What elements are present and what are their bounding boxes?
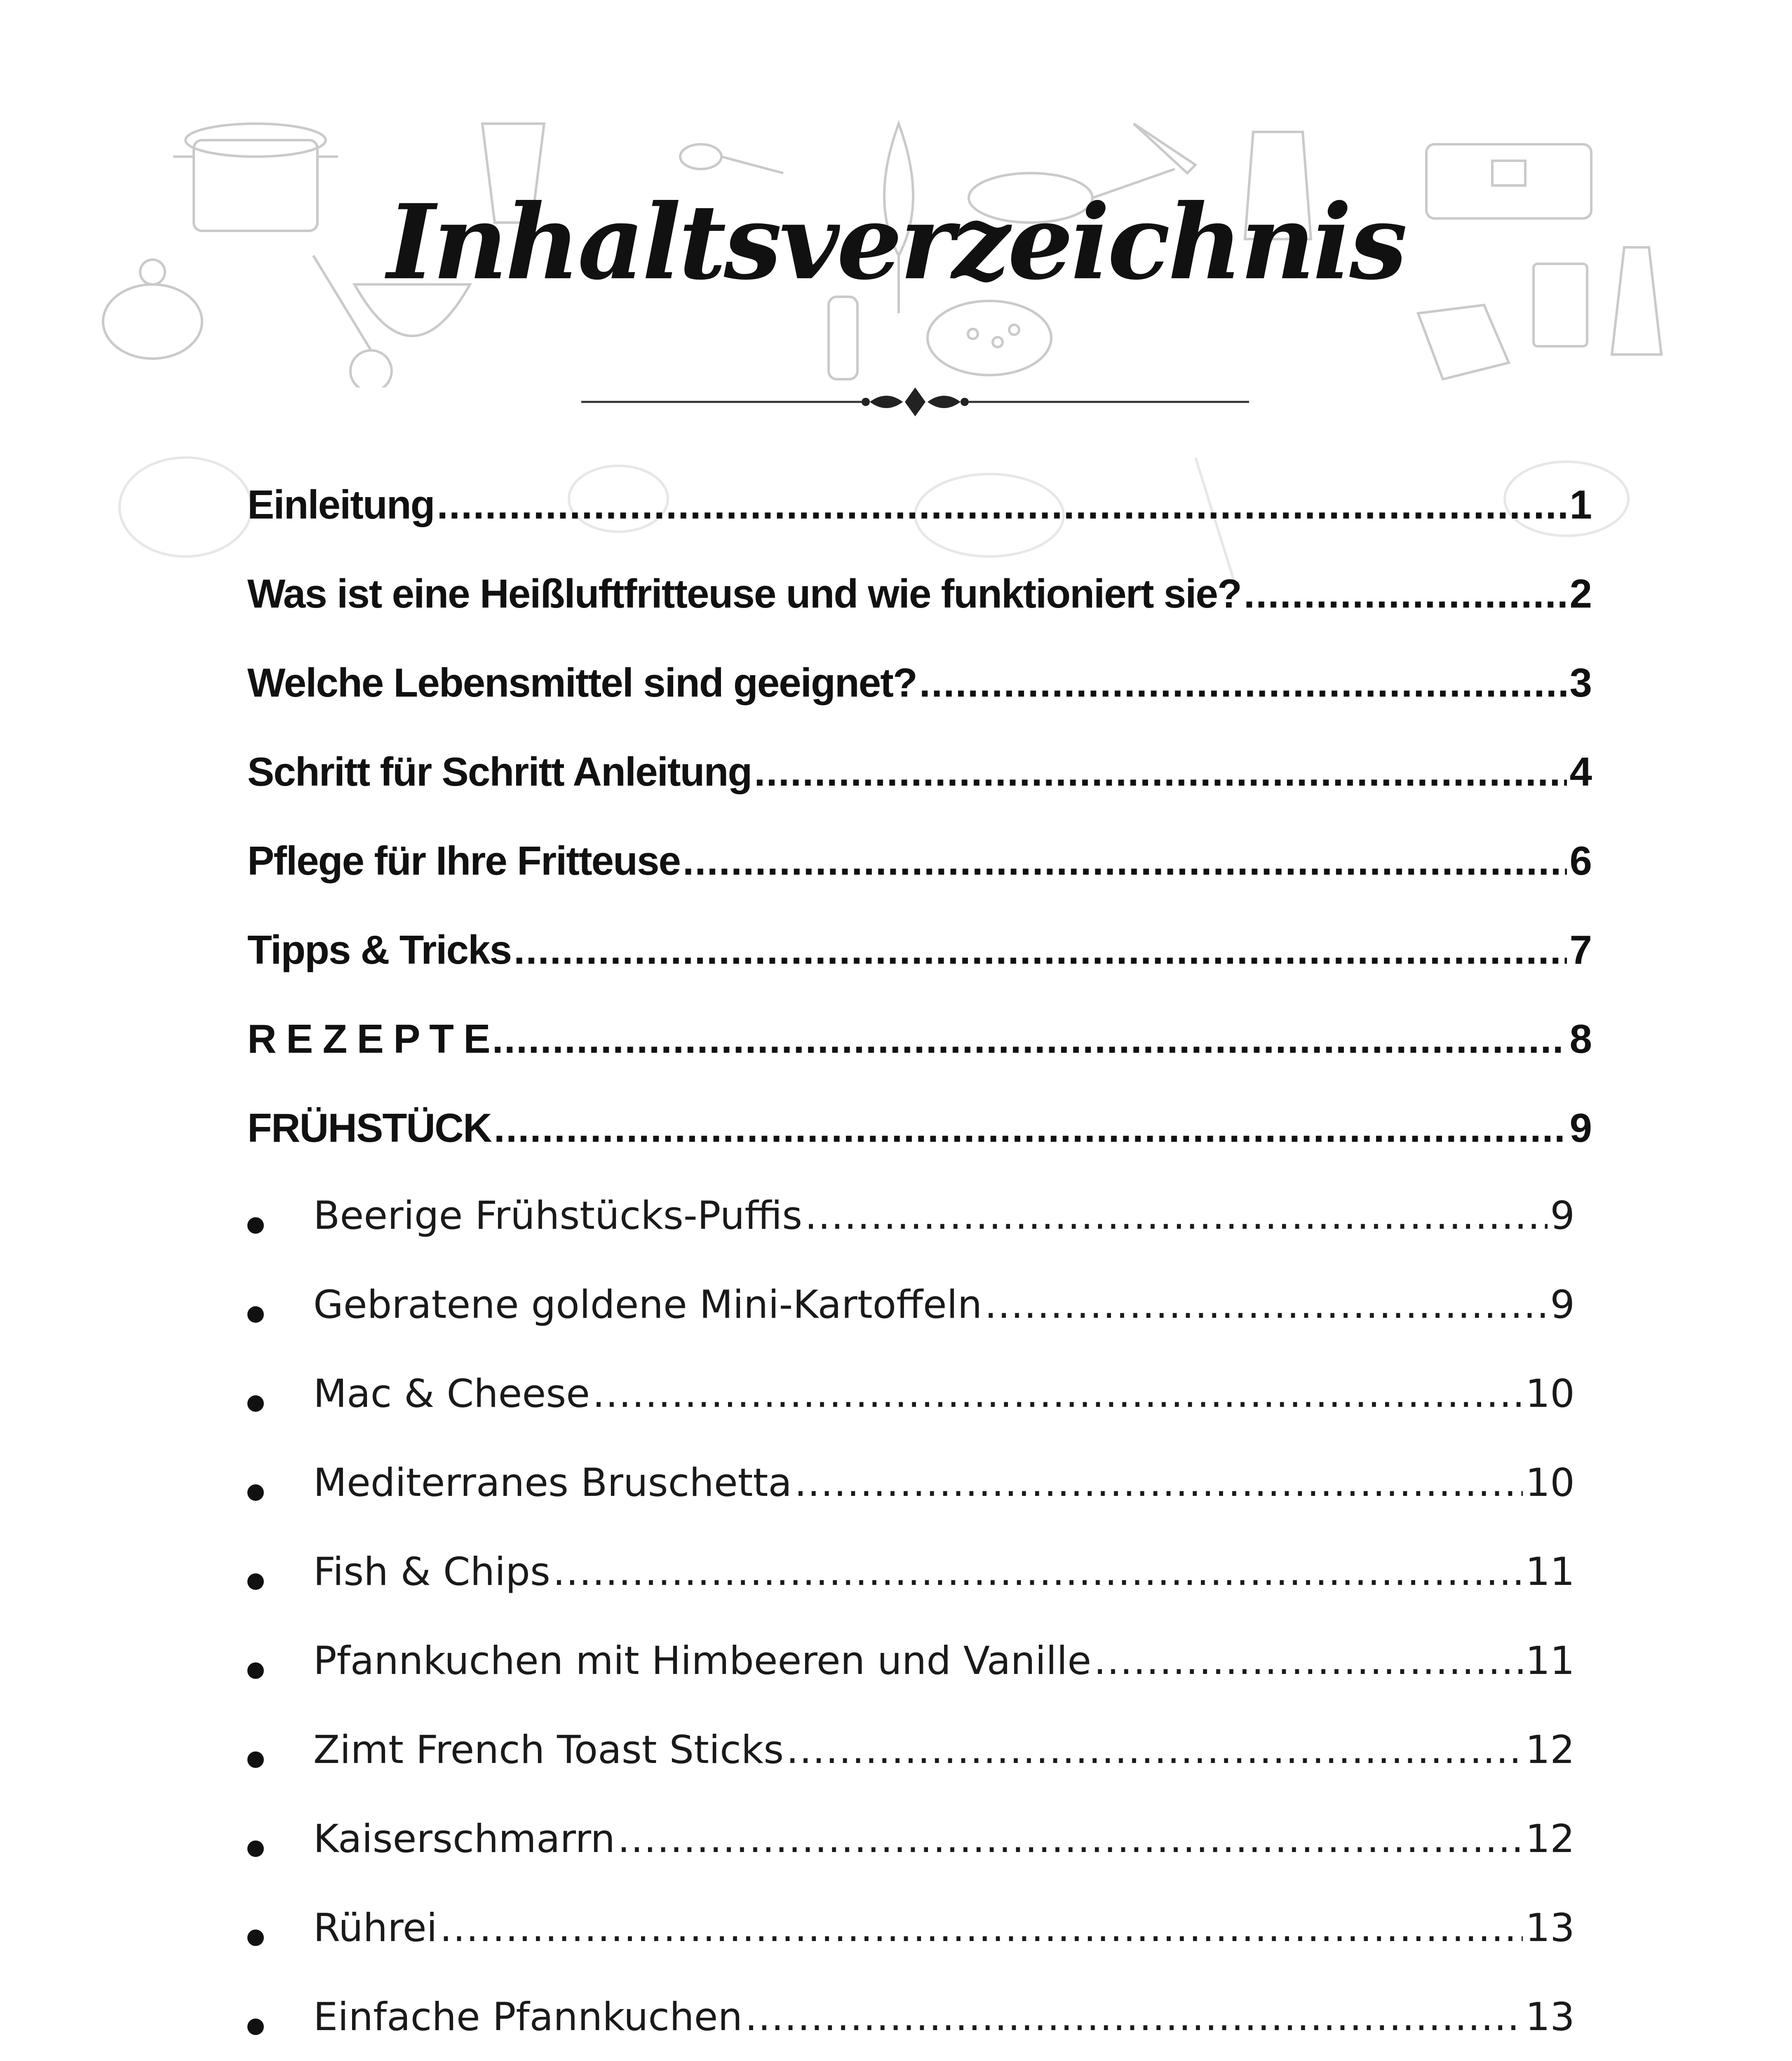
toc-entry-label: Welche Lebensmittel sind geeignet? <box>247 660 917 705</box>
dot-leader <box>514 930 1567 970</box>
bullet-point <box>247 1662 264 1679</box>
dot-leader <box>618 1820 1523 1859</box>
toc-entry-label: Schritt für Schritt Anleitung <box>247 749 752 794</box>
toc-entry-label: Kaiserschmarrn <box>313 1817 615 1861</box>
toc-recipe-entry[interactable] <box>313 1906 1575 1951</box>
dot-leader <box>592 1375 1523 1413</box>
toc-recipe-entry[interactable] <box>313 1817 1575 1861</box>
toc-recipe-entry[interactable] <box>313 1371 1575 1416</box>
toc-chapter-entry[interactable] <box>247 840 1591 881</box>
toc-recipe-entry[interactable] <box>313 1638 1575 1683</box>
toc-page-number: 11 <box>1525 1549 1575 1594</box>
toc-page-number: 12 <box>1525 1817 1575 1861</box>
toc-recipe-entry[interactable] <box>313 1728 1575 1772</box>
bullet-point <box>247 1751 264 1768</box>
toc-chapter-entry[interactable] <box>247 751 1591 792</box>
toc-page-number: 8 <box>1569 1016 1591 1061</box>
bullet-point <box>247 1395 264 1412</box>
toc-page-number: 12 <box>1525 1728 1575 1772</box>
toc-chapter-entry[interactable] <box>247 1016 1591 1061</box>
toc-entry-label: Beerige Frühstücks-Puffis <box>313 1193 803 1238</box>
dot-leader <box>437 484 1567 525</box>
toc-page-number: 1 <box>1569 482 1591 527</box>
dot-leader <box>745 1998 1523 2037</box>
dot-leader <box>794 1464 1523 1502</box>
toc-entry-label: Mediterranes Bruschetta <box>313 1460 792 1505</box>
toc-entry-label: Einleitung <box>247 482 434 527</box>
toc-entry-label: Pfannkuchen mit Himbeeren und Vanille <box>313 1638 1092 1683</box>
toc-page-number: 11 <box>1525 1638 1575 1683</box>
toc-chapter-entry[interactable] <box>247 484 1591 525</box>
dot-leader <box>553 1553 1523 1592</box>
toc-page-number: 10 <box>1525 1371 1575 1416</box>
toc-page-number: 13 <box>1525 1995 1575 2040</box>
toc-entry-label: Was ist eine Heißluftfritteuse und wie funktioniert sie? <box>247 571 1241 616</box>
toc-page-number: 7 <box>1569 927 1591 972</box>
toc-entry-label: Zimt French Toast Sticks <box>313 1728 784 1772</box>
bullet-point <box>247 2019 264 2035</box>
toc-page-number: 10 <box>1525 1460 1575 1505</box>
bullet-point <box>247 1306 264 1323</box>
toc-chapter-entry[interactable] <box>247 1105 1591 1150</box>
toc-entry-label: Rührei <box>313 1906 437 1951</box>
dot-leader <box>494 1108 1567 1148</box>
toc-entry-label: Mac & Cheese <box>313 1371 590 1416</box>
dot-leader <box>1094 1642 1523 1681</box>
bullet-point <box>247 1217 264 1234</box>
toc-entry-label: Einfache Pfannkuchen <box>313 1995 743 2040</box>
dot-leader <box>984 1286 1548 1324</box>
toc-recipe-entry[interactable] <box>313 1549 1575 1594</box>
bullet-point <box>247 1484 264 1501</box>
dot-leader <box>805 1197 1548 1235</box>
toc-recipe-entry[interactable] <box>313 1193 1575 1238</box>
page-title: Inhaltsverzeichnis <box>387 181 1405 303</box>
dot-leader <box>754 751 1567 792</box>
toc-chapter-entry[interactable] <box>247 927 1591 972</box>
bullet-point <box>247 1840 264 1857</box>
toc-entry-label: Fish & Chips <box>313 1549 550 1594</box>
toc-page-number: 3 <box>1569 660 1591 705</box>
toc-page-number: 9 <box>1550 1282 1575 1327</box>
toc-page-number: 2 <box>1569 571 1591 616</box>
toc-entry-label: Tipps & Tricks <box>247 927 512 972</box>
dot-leader <box>786 1731 1523 1770</box>
toc-page-number: 4 <box>1569 749 1591 794</box>
toc-recipe-entry[interactable] <box>313 1995 1575 2040</box>
toc-page-number: 6 <box>1569 838 1591 883</box>
toc-entry-label: R E Z E P T E <box>247 1016 490 1061</box>
bullet-point <box>247 1573 264 1590</box>
bullet-point <box>247 1930 264 1946</box>
dot-leader <box>492 1019 1567 1059</box>
dot-leader <box>919 662 1567 703</box>
dot-leader <box>1244 573 1567 614</box>
toc-entry-label: FRÜHSTÜCK <box>247 1105 491 1150</box>
dot-leader <box>440 1909 1523 1948</box>
toc-recipe-entry[interactable] <box>313 1460 1575 1505</box>
toc-chapter-entry[interactable] <box>247 662 1591 703</box>
toc-entry-label: Pflege für Ihre Fritteuse <box>247 838 681 883</box>
toc-page-number: 9 <box>1550 1193 1575 1238</box>
toc-chapter-entry[interactable] <box>247 573 1591 614</box>
toc-entry-label: Gebratene goldene Mini-Kartoffeln <box>313 1282 982 1327</box>
toc-recipe-entry[interactable] <box>313 1282 1575 1327</box>
toc-page-number: 9 <box>1569 1105 1591 1150</box>
dot-leader <box>683 840 1567 881</box>
toc-page-number: 13 <box>1525 1906 1575 1951</box>
